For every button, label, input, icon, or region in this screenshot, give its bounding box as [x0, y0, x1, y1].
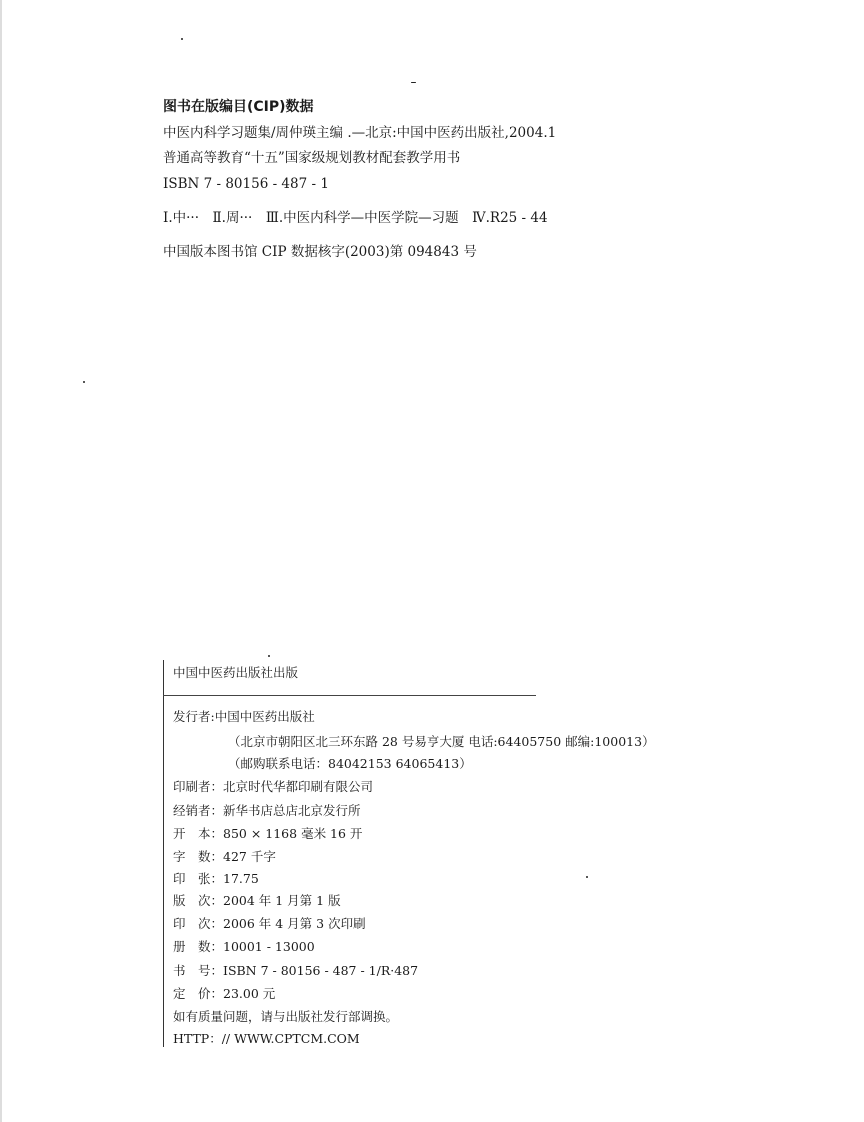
imprint-divider	[163, 695, 536, 696]
imprint-printer: 印刷者：北京时代华都印刷有限公司	[173, 779, 374, 794]
imprint-distributor: 发行者:中国中医药出版社	[173, 709, 315, 724]
imprint-sheets: 印 张：17.75	[173, 871, 259, 886]
cip-subject-line: Ⅰ.中··· Ⅱ.周··· Ⅲ.中医内科学—中医学院—习题 Ⅳ.R25 - 44	[163, 210, 548, 226]
imprint-seller: 经销者：新华书店总店北京发行所	[173, 803, 361, 818]
imprint-book-number: 书 号：ISBN 7 - 80156 - 487 - 1/R·487	[173, 963, 419, 978]
imprint-edition: 版 次：2004 年 1 月第 1 版	[173, 893, 341, 908]
imprint-publisher: 中国中医药出版社出版	[173, 665, 299, 680]
imprint-format: 开 本：850 × 1168 毫米 16 开	[173, 826, 363, 841]
scan-speck	[181, 38, 183, 40]
cip-isbn-line: ISBN 7 - 80156 - 487 - 1	[163, 176, 329, 192]
scan-speck	[411, 82, 416, 83]
cip-record-number: 中国版本图书馆 CIP 数据核字(2003)第 094843 号	[163, 244, 477, 260]
imprint-address: （北京市朝阳区北三环东路 28 号易亨大厦 电话:64405750 邮编:100013）	[228, 734, 655, 749]
imprint-quality-notice: 如有质量问题，请与出版社发行部调换。	[173, 1009, 399, 1024]
scan-page-edge	[0, 0, 2, 1122]
imprint-printing: 印 次：2006 年 4 月第 3 次印刷	[173, 916, 366, 931]
imprint-price: 定 价：23.00 元	[173, 986, 276, 1001]
imprint-print-run: 册 数：10001 - 13000	[173, 939, 315, 954]
scan-speck	[268, 655, 270, 657]
cip-title-line: 中医内科学习题集/周仲瑛主编 .—北京:中国中医药出版社,2004.1	[163, 125, 557, 141]
imprint-website: HTTP：// WWW.CPTCM.COM	[173, 1031, 360, 1046]
cip-heading: 图书在版编目(CIP)数据	[163, 99, 314, 115]
scan-speck	[586, 876, 588, 878]
imprint-vertical-rule	[163, 660, 164, 1047]
cip-series-line: 普通高等教育“十五”国家级规划教材配套教学用书	[163, 150, 461, 166]
imprint-mail-order-phone: （邮购联系电话：84042153 64065413）	[228, 756, 472, 771]
scan-speck	[83, 381, 85, 383]
imprint-word-count: 字 数：427 千字	[173, 849, 276, 864]
